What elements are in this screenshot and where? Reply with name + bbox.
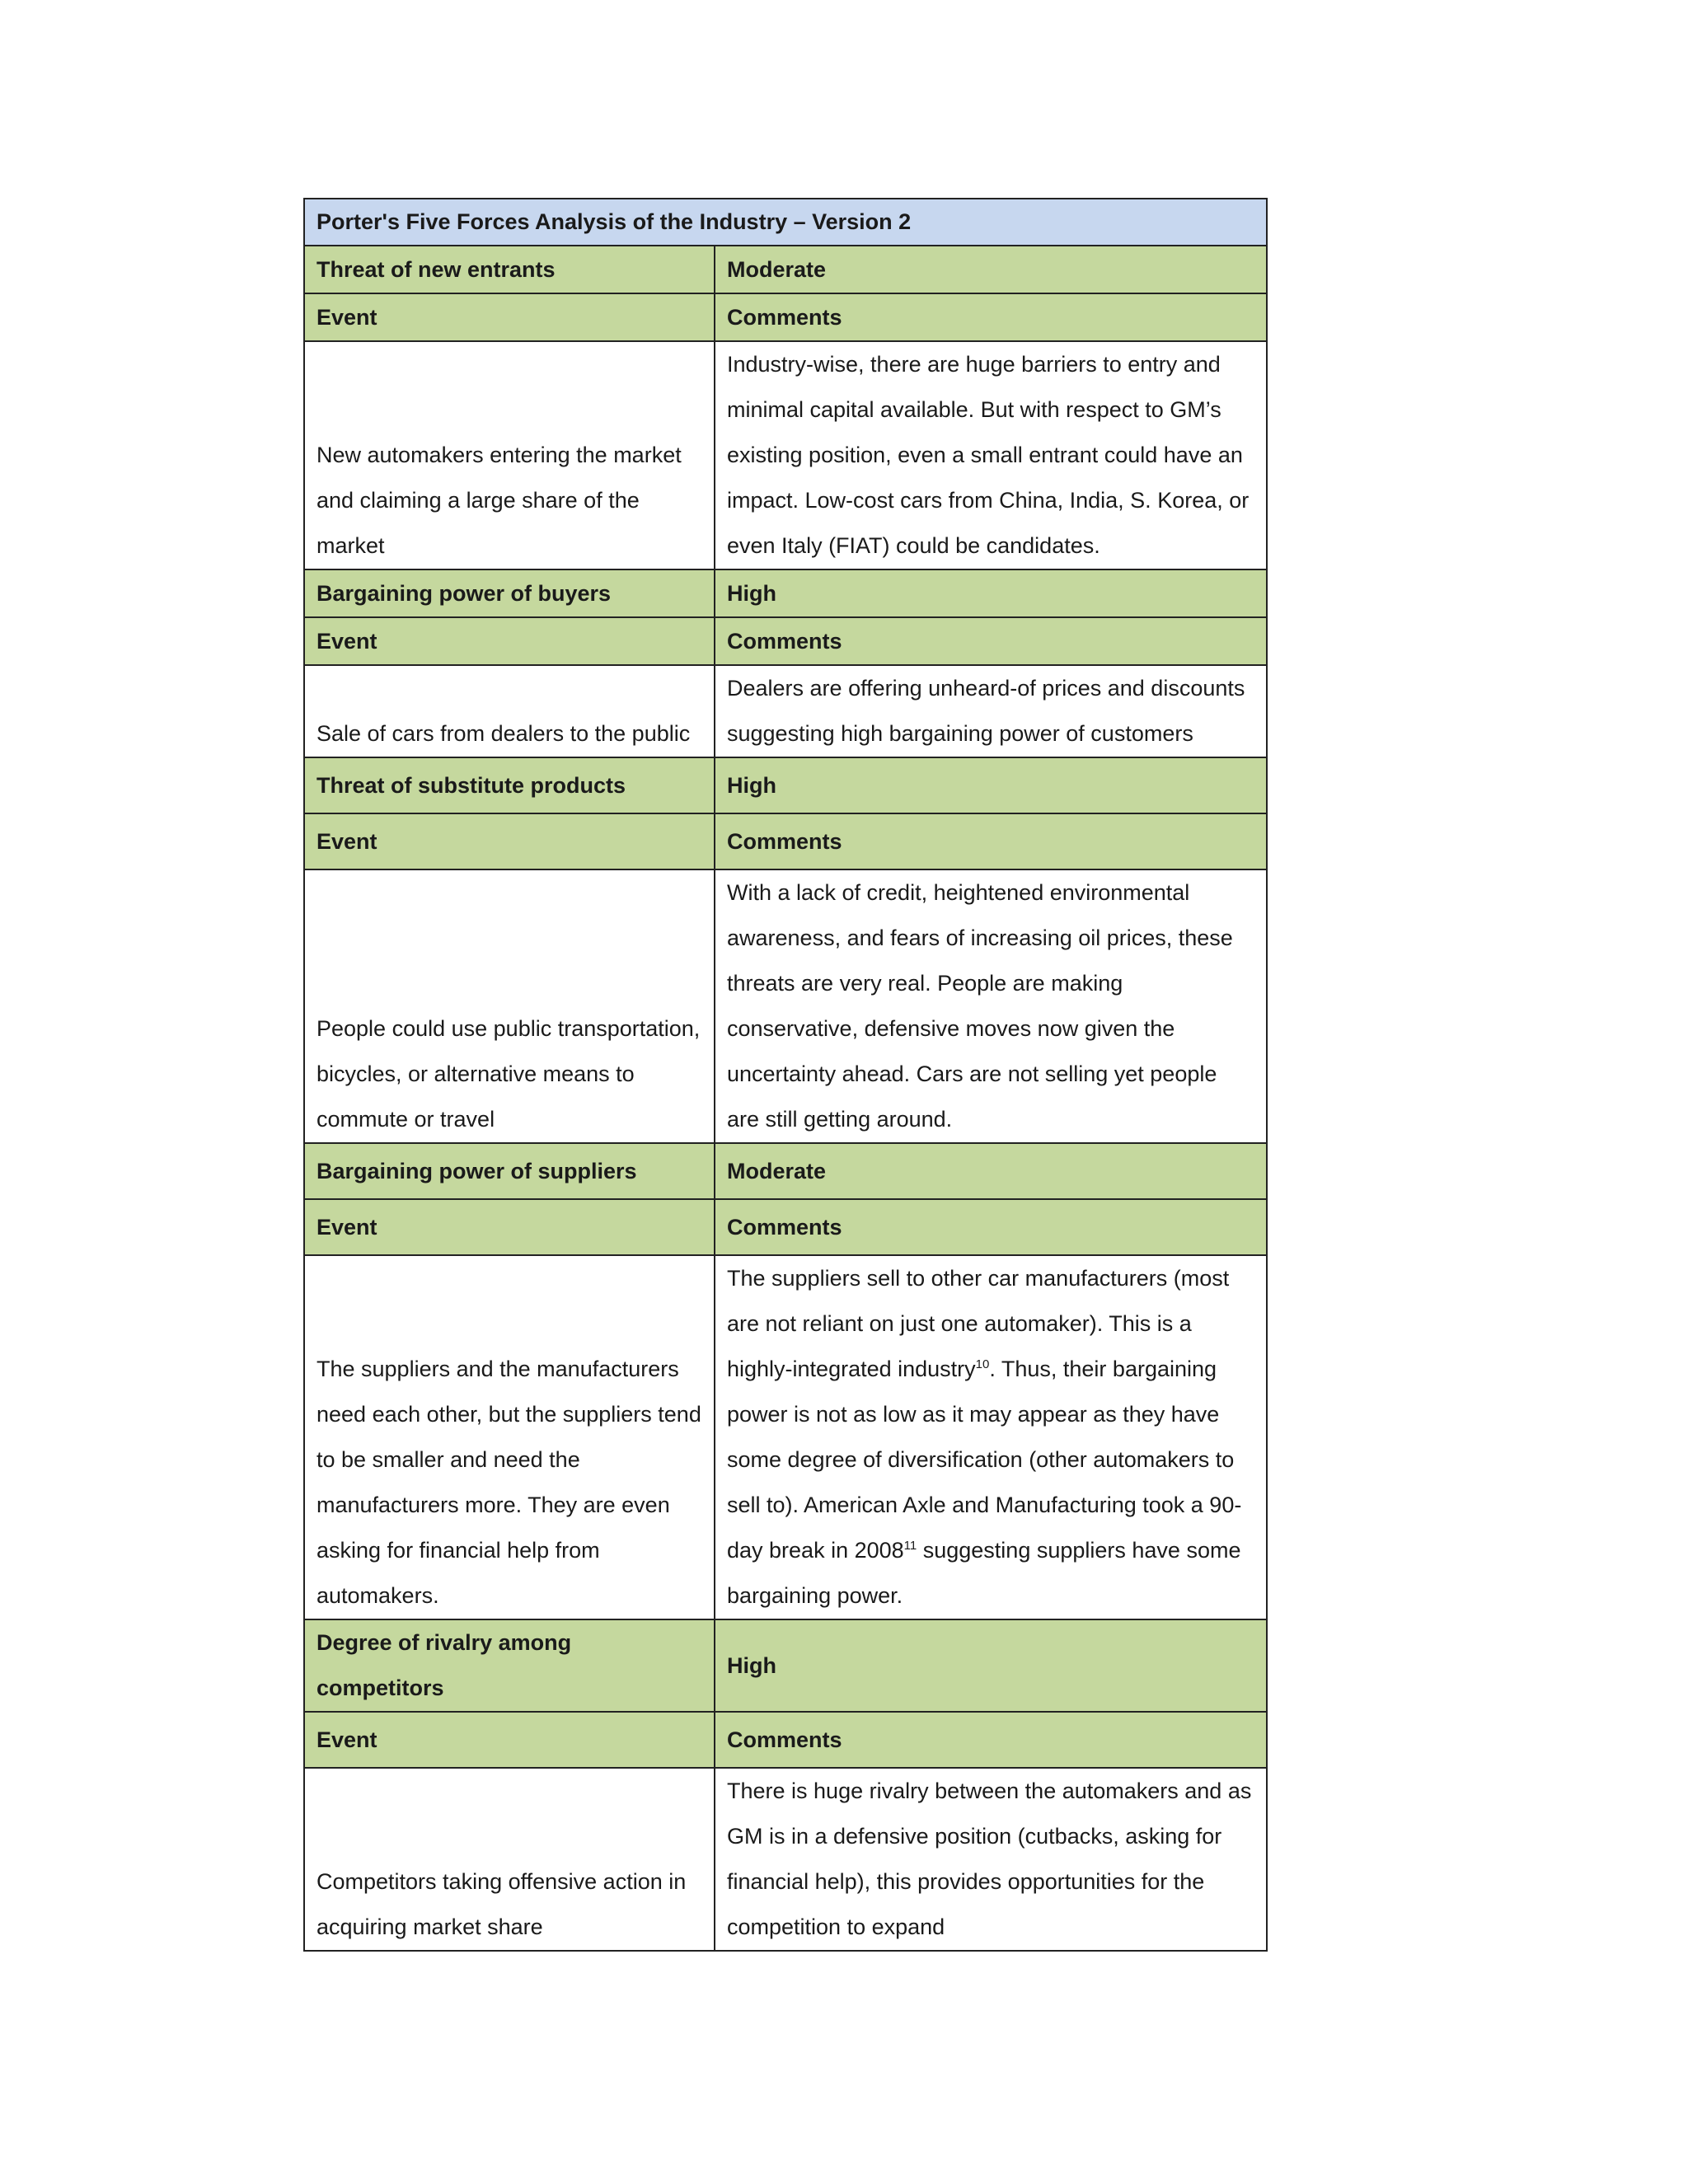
event-header: Event: [304, 1199, 715, 1255]
column-header-row: [304, 1199, 1267, 1255]
event-text: People could use public transportation, bicycles, or alternative means to commute or travel: [304, 869, 715, 1143]
event-row: [304, 341, 1267, 569]
comments-header: Comments: [715, 1712, 1267, 1768]
force-rating: High: [715, 569, 1267, 617]
comment-text: With a lack of credit, heightened environmental awareness, and fears of increasing oil prices, these threats are very real. People are making conservative, defensive moves now given the uncertainty ahead. Cars are not selling yet people are still getting around.: [715, 869, 1267, 1143]
comment-text: Industry-wise, there are huge barriers to entry and minimal capital available. But with respect to GM’s existing position, even a small entrant could have an impact. Low-cost cars from China, India, S. Korea, or even Italy (FIAT) could be candidates.: [715, 341, 1267, 569]
event-header: Event: [304, 813, 715, 869]
force-rating: High: [715, 1619, 1267, 1712]
footnote-marker: 11: [903, 1539, 917, 1553]
comment-part-1: The suppliers sell to other car manufacturers (most are not reliant on just one automaker). This is a highly-integrated industry: [727, 1266, 1230, 1381]
event-header: Event: [304, 293, 715, 341]
event-row: [304, 1255, 1267, 1619]
table-title: Porter's Five Forces Analysis of the Industry – Version 2: [304, 199, 1267, 246]
event-text: The suppliers and the manufacturers need each other, but the suppliers tend to be smaller and need the manufacturers more. They are even asking for financial help from automakers.: [304, 1255, 715, 1619]
force-name: Degree of rivalry among competitors: [304, 1619, 715, 1712]
column-header-row: [304, 813, 1267, 869]
column-header-row: [304, 1712, 1267, 1768]
event-header: Event: [304, 1712, 715, 1768]
force-row: [304, 1619, 1267, 1712]
table-title-row: [304, 199, 1267, 246]
force-rating: High: [715, 757, 1267, 813]
force-row: [304, 246, 1267, 293]
force-name: Threat of new entrants: [304, 246, 715, 293]
force-row: [304, 1143, 1267, 1199]
force-row: [304, 757, 1267, 813]
event-header: Event: [304, 617, 715, 665]
force-rating: Moderate: [715, 1143, 1267, 1199]
event-row: [304, 1768, 1267, 1951]
event-row: [304, 665, 1267, 757]
footnote-marker: 10: [975, 1357, 990, 1371]
comments-header: Comments: [715, 617, 1267, 665]
force-row: [304, 569, 1267, 617]
column-header-row: [304, 293, 1267, 341]
event-text: New automakers entering the market and claiming a large share of the market: [304, 341, 715, 569]
comment-text: There is huge rivalry between the automakers and as GM is in a defensive position (cutbacks, asking for financial help), this provides opportunities for the competition to expand: [715, 1768, 1267, 1951]
force-name: Bargaining power of buyers: [304, 569, 715, 617]
comments-header: Comments: [715, 1199, 1267, 1255]
column-header-row: [304, 617, 1267, 665]
force-rating: Moderate: [715, 246, 1267, 293]
comment-part-3: suggesting suppliers have some bargaining power.: [727, 1538, 1241, 1608]
event-text: Sale of cars from dealers to the public: [304, 665, 715, 757]
comments-header: Comments: [715, 813, 1267, 869]
force-name: Bargaining power of suppliers: [304, 1143, 715, 1199]
comment-text: Dealers are offering unheard-of prices and discounts suggesting high bargaining power of customers: [715, 665, 1267, 757]
comments-header: Comments: [715, 293, 1267, 341]
five-forces-table: [303, 198, 1268, 1952]
event-row: [304, 869, 1267, 1143]
event-text: Competitors taking offensive action in acquiring market share: [304, 1768, 715, 1951]
comment-part-2: . Thus, their bargaining power is not as low as it may appear as they have some degree of diversification (other automakers to sell to). American Axle and Manufacturing took a 90-day break in 2008: [727, 1357, 1242, 1563]
comment-text: [715, 1255, 1267, 1619]
force-name: Threat of substitute products: [304, 757, 715, 813]
